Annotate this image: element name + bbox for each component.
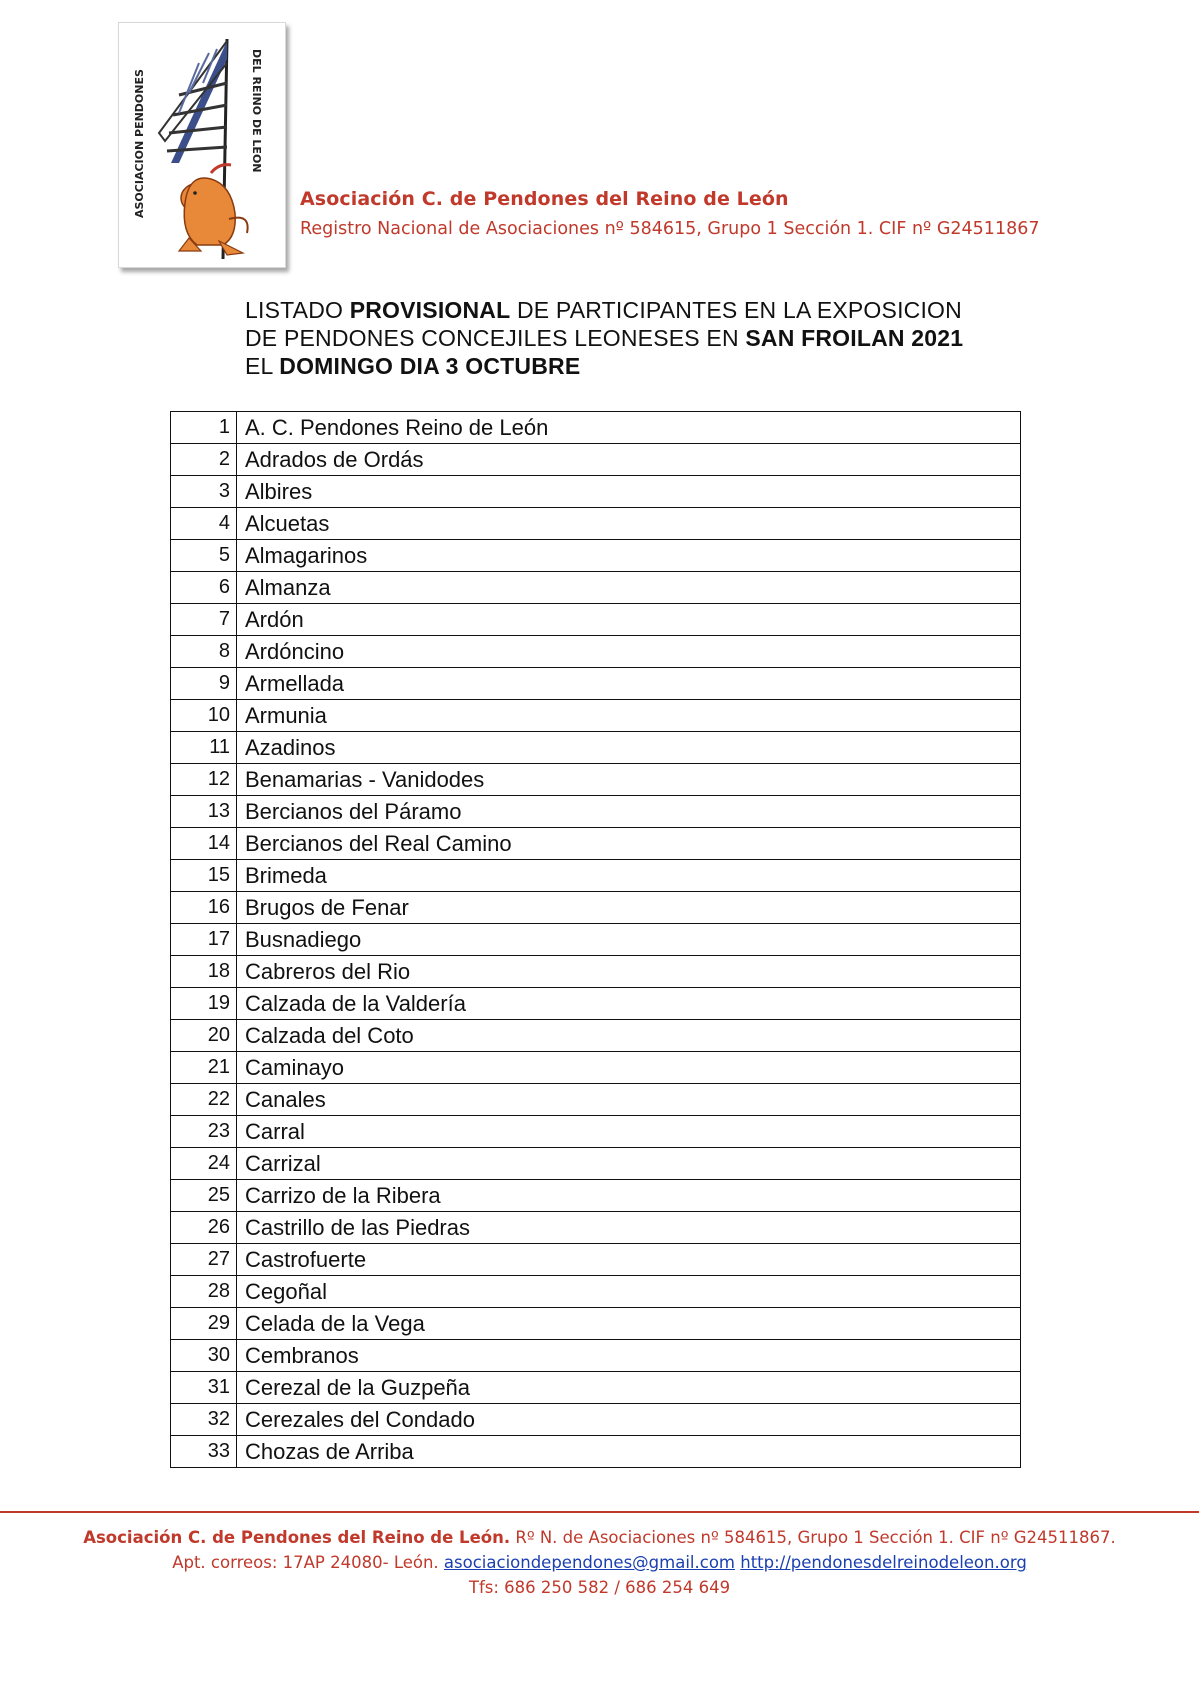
table-row — [171, 412, 1021, 444]
participant-name: Castrillo de las Piedras — [237, 1212, 1021, 1244]
footer — [0, 1525, 1199, 1600]
participant-name: Cabreros del Rio — [237, 956, 1021, 988]
participant-number: 3 — [171, 476, 237, 508]
participant-number: 30 — [171, 1340, 237, 1372]
participant-number: 18 — [171, 956, 237, 988]
lion-icon — [179, 165, 248, 255]
org-registry: Registro Nacional de Asociaciones nº 584615, Grupo 1 Sección 1. CIF nº G24511867 — [300, 219, 1040, 239]
participant-number: 28 — [171, 1276, 237, 1308]
participant-name: Brugos de Fenar — [237, 892, 1021, 924]
participant-name: Calzada de la Valdería — [237, 988, 1021, 1020]
footer-phones: Tfs: 686 250 582 / 686 254 649 — [468, 1578, 731, 1597]
title-line-2: DE PENDONES CONCEJILES LEONESES EN SAN FROILAN 2021 — [245, 325, 964, 351]
participant-name: Benamarias - Vanidodes — [237, 764, 1021, 796]
participant-number: 24 — [171, 1148, 237, 1180]
participant-name: Almanza — [237, 572, 1021, 604]
participant-name: Alcuetas — [237, 508, 1021, 540]
table-row — [171, 796, 1021, 828]
participant-number: 19 — [171, 988, 237, 1020]
table-row — [171, 604, 1021, 636]
participant-name: Carrizal — [237, 1148, 1021, 1180]
table-row — [171, 444, 1021, 476]
table-row — [171, 700, 1021, 732]
participant-name: Adrados de Ordás — [237, 444, 1021, 476]
participant-name: Brimeda — [237, 860, 1021, 892]
table-row — [171, 636, 1021, 668]
participant-number: 1 — [171, 412, 237, 444]
org-name: Asociación C. de Pendones del Reino de León — [300, 188, 789, 210]
participant-name: Ardón — [237, 604, 1021, 636]
participant-name: Canales — [237, 1084, 1021, 1116]
participant-name: Armellada — [237, 668, 1021, 700]
footer-divider — [0, 1511, 1199, 1513]
table-row — [171, 1372, 1021, 1404]
document-title — [245, 296, 963, 380]
table-row — [171, 540, 1021, 572]
participant-number: 20 — [171, 1020, 237, 1052]
footer-email-link[interactable]: asociaciondependones@gmail.com — [443, 1553, 735, 1572]
participant-name: Almagarinos — [237, 540, 1021, 572]
participant-name: Carrizo de la Ribera — [237, 1180, 1021, 1212]
table-row — [171, 1084, 1021, 1116]
table-row — [171, 1276, 1021, 1308]
association-logo — [118, 22, 286, 268]
table-row — [171, 1180, 1021, 1212]
participants-table — [170, 411, 1021, 1468]
participant-number: 22 — [171, 1084, 237, 1116]
table-row — [171, 1404, 1021, 1436]
participant-number: 33 — [171, 1436, 237, 1468]
participant-number: 14 — [171, 828, 237, 860]
participant-number: 26 — [171, 1212, 237, 1244]
table-row — [171, 572, 1021, 604]
table-row — [171, 508, 1021, 540]
table-row — [171, 956, 1021, 988]
title-line-3: EL DOMINGO DIA 3 OCTUBRE — [245, 353, 581, 379]
footer-registry: Rº N. de Asociaciones nº 584615, Grupo 1 Sección 1. CIF nº G24511867. — [510, 1528, 1116, 1547]
participant-number: 15 — [171, 860, 237, 892]
footer-website-link[interactable]: http://pendonesdelreinodeleon.org — [740, 1553, 1027, 1572]
participant-number: 4 — [171, 508, 237, 540]
participant-number: 6 — [171, 572, 237, 604]
participant-name: Bercianos del Páramo — [237, 796, 1021, 828]
table-row — [171, 668, 1021, 700]
participant-name: Azadinos — [237, 732, 1021, 764]
footer-line-1 — [0, 1525, 1199, 1550]
table-row — [171, 1052, 1021, 1084]
svg-text:ASOCIACION PENDONES: ASOCIACION PENDONES — [133, 69, 146, 218]
participant-name: Ardóncino — [237, 636, 1021, 668]
participant-number: 25 — [171, 1180, 237, 1212]
participants-table-body — [171, 412, 1021, 1468]
participant-number: 13 — [171, 796, 237, 828]
table-row — [171, 860, 1021, 892]
table-row — [171, 1436, 1021, 1468]
participant-number: 32 — [171, 1404, 237, 1436]
participant-name: Albires — [237, 476, 1021, 508]
table-row — [171, 1308, 1021, 1340]
participant-number: 7 — [171, 604, 237, 636]
participant-number: 23 — [171, 1116, 237, 1148]
participant-number: 31 — [171, 1372, 237, 1404]
participant-name: Cerezales del Condado — [237, 1404, 1021, 1436]
participant-number: 9 — [171, 668, 237, 700]
participant-name: A. C. Pendones Reino de León — [237, 412, 1021, 444]
table-row — [171, 1116, 1021, 1148]
participant-name: Caminayo — [237, 1052, 1021, 1084]
participant-number: 8 — [171, 636, 237, 668]
title-line-1: LISTADO PROVISIONAL DE PARTICIPANTES EN LA EXPOSICION — [245, 297, 962, 323]
participant-name: Celada de la Vega — [237, 1308, 1021, 1340]
participant-number: 16 — [171, 892, 237, 924]
participant-name: Carral — [237, 1116, 1021, 1148]
participant-name: Castrofuerte — [237, 1244, 1021, 1276]
table-row — [171, 732, 1021, 764]
participant-name: Cembranos — [237, 1340, 1021, 1372]
table-row — [171, 988, 1021, 1020]
participant-number: 12 — [171, 764, 237, 796]
participant-number: 27 — [171, 1244, 237, 1276]
participant-name: Armunia — [237, 700, 1021, 732]
participant-number: 10 — [171, 700, 237, 732]
participant-name: Busnadiego — [237, 924, 1021, 956]
participant-name: Cegoñal — [237, 1276, 1021, 1308]
table-row — [171, 828, 1021, 860]
participant-name: Calzada del Coto — [237, 1020, 1021, 1052]
footer-address: Apt. correos: 17AP 24080- León. — [172, 1553, 444, 1572]
participant-name: Chozas de Arriba — [237, 1436, 1021, 1468]
participant-number: 29 — [171, 1308, 237, 1340]
pendon-lion-emblem — [119, 23, 285, 267]
table-row — [171, 476, 1021, 508]
participant-number: 5 — [171, 540, 237, 572]
table-row — [171, 1340, 1021, 1372]
table-row — [171, 1244, 1021, 1276]
footer-line-2 — [0, 1550, 1199, 1575]
participant-number: 11 — [171, 732, 237, 764]
table-row — [171, 892, 1021, 924]
table-row — [171, 1148, 1021, 1180]
org-header — [300, 188, 1039, 239]
svg-text:DEL REINO DE LEON: DEL REINO DE LEON — [250, 49, 263, 173]
participant-name: Bercianos del Real Camino — [237, 828, 1021, 860]
participant-number: 17 — [171, 924, 237, 956]
table-row — [171, 1212, 1021, 1244]
participant-number: 2 — [171, 444, 237, 476]
footer-org-name: Asociación C. de Pendones del Reino de León. — [83, 1528, 511, 1547]
participant-number: 21 — [171, 1052, 237, 1084]
participant-name: Cerezal de la Guzpeña — [237, 1372, 1021, 1404]
table-row — [171, 924, 1021, 956]
table-row — [171, 1020, 1021, 1052]
table-row — [171, 764, 1021, 796]
